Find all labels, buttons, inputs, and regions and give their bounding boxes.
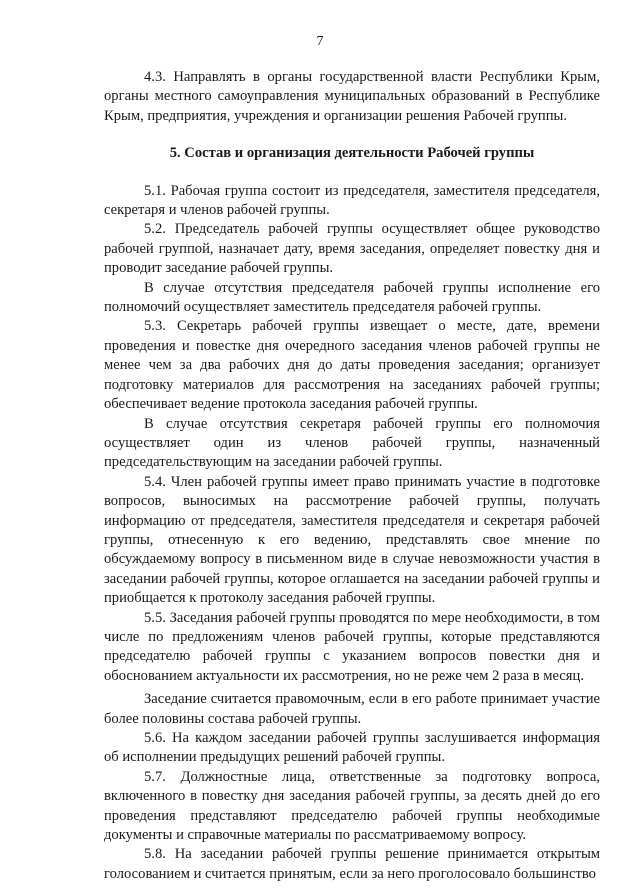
paragraph-5-4: 5.4. Член рабочей группы имеет право принимать участие в подготовке вопросов, выносимых на рассмотрение рабочей группы, получать информацию от председателя, заместителя председателя и секретаря рабочей группы, отнесенную к его ведению, представлять свое мнение по обсуждаемому вопросу в письменном виде в случае невозможности участия в заседании рабочей группы, которое оглашается на заседании рабочей группы и приобщается к протоколу заседания рабочей группы.	[104, 473, 600, 607]
page-number: 7	[316, 34, 324, 49]
paragraph-5-3: 5.3. Секретарь рабочей группы извещает о месте, дате, времени проведения и повестке дня очередного заседания членов рабочей группы не менее чем за два рабочих дня до даты проведения заседания; организует подготовку материалов для рассмотрения на заседаниях рабочей группы; обеспечивает ведение протокола заседания рабочей группы.	[104, 318, 600, 413]
paragraph-5-2: 5.2. Председатель рабочей группы осуществляет общее руководство рабочей группой, назначает дату, время заседания, определяет повестку дня и проводит заседание рабочей группы.	[104, 221, 600, 277]
paragraph-5-8: 5.8. На заседании рабочей группы решение принимается открытым голосованием и считается принятым, если за него проголосовало большинство	[104, 846, 600, 882]
paragraph-5-5: 5.5. Заседания рабочей группы проводятся по мере необходимости, в том числе по предложениям членов рабочей группы, которые представляются председателю рабочей группы с указанием вопросов повестки дня и обоснованием актуальности их рассмотрения, но не реже чем 2 раза в месяц.	[104, 609, 600, 684]
paragraph-5-5-quorum: Заседание считается правомочным, если в его работе принимает участие более половины состава рабочей группы.	[104, 691, 600, 727]
paragraph-5-6: 5.6. На каждом заседании рабочей группы заслушивается информация об исполнении предыдущих решений рабочей группы.	[104, 730, 600, 766]
section-title: 5. Состав и организация деятельности Рабочей группы	[169, 145, 535, 162]
paragraph-5-2-absence: В случае отсутствия председателя рабочей группы исполнение его полномочий осуществляет заместитель председателя рабочей группы.	[104, 279, 600, 316]
paragraph-5-1: 5.1. Рабочая группа состоит из председателя, заместителя председателя, секретаря и членов рабочей группы.	[104, 182, 600, 219]
paragraph-4-3: 4.3. Направлять в органы государственной власти Республики Крым, органы местного самоуправления муниципальных образований в Республике Крым, предприятия, учреждения и организации решения Рабочей группы.	[104, 69, 600, 124]
document-body	[104, 68, 600, 884]
paragraph-5-3-absence: В случае отсутствия секретаря рабочей группы его полномочия осуществляет один из членов рабочей группы, назначенный председательствующим на заседании рабочей группы.	[104, 415, 600, 471]
paragraph-5-7: 5.7. Должностные лица, ответственные за подготовку вопроса, включенного в повестку дня заседания рабочей группы, за десять дней до его проведения представляют председателю рабочей группы необходимые документы и справочные материалы по рассматриваемому вопросу.	[104, 768, 600, 844]
